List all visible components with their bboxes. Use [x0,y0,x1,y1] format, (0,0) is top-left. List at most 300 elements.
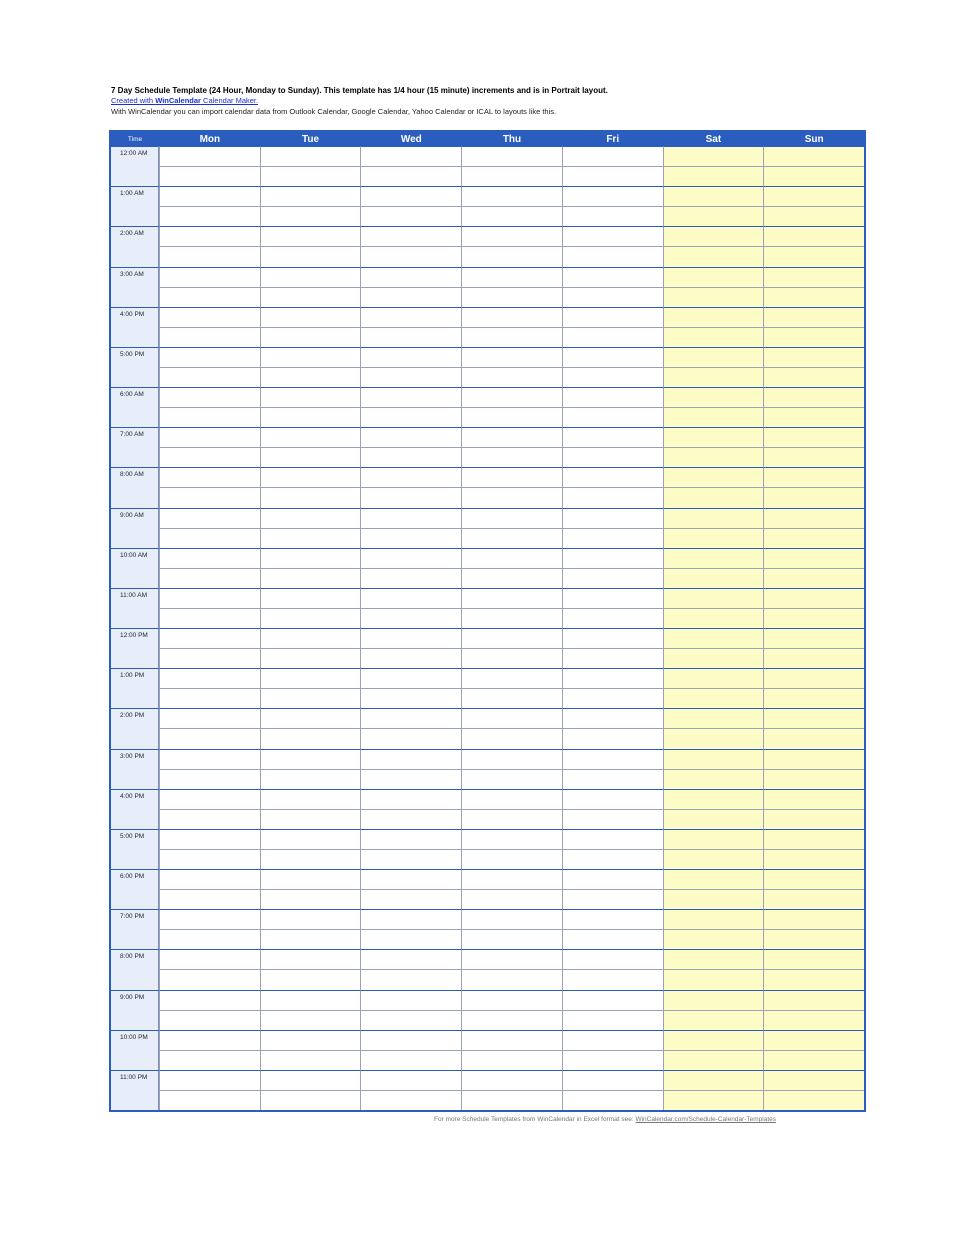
schedule-cell-thu[interactable] [461,146,562,166]
schedule-cell-tue[interactable] [260,267,361,287]
schedule-cell-sat[interactable] [663,869,764,889]
schedule-cell-sat[interactable] [663,949,764,969]
schedule-cell-mon[interactable] [159,246,260,266]
schedule-cell-mon[interactable] [159,226,260,246]
schedule-cell-fri[interactable] [562,327,663,347]
schedule-cell-sat[interactable] [663,769,764,789]
schedule-cell-fri[interactable] [562,869,663,889]
schedule-cell-wed[interactable] [360,728,461,748]
schedule-cell-sat[interactable] [663,728,764,748]
schedule-cell-wed[interactable] [360,869,461,889]
schedule-cell-wed[interactable] [360,708,461,728]
schedule-cell-mon[interactable] [159,186,260,206]
schedule-cell-wed[interactable] [360,347,461,367]
schedule-cell-sat[interactable] [663,568,764,588]
schedule-cell-wed[interactable] [360,909,461,929]
schedule-cell-tue[interactable] [260,1070,361,1090]
schedule-cell-wed[interactable] [360,1030,461,1050]
schedule-cell-fri[interactable] [562,267,663,287]
schedule-cell-tue[interactable] [260,467,361,487]
schedule-cell-wed[interactable] [360,367,461,387]
schedule-cell-fri[interactable] [562,849,663,869]
schedule-cell-sun[interactable] [763,146,864,166]
schedule-cell-tue[interactable] [260,829,361,849]
schedule-cell-wed[interactable] [360,949,461,969]
schedule-cell-tue[interactable] [260,708,361,728]
schedule-cell-sun[interactable] [763,708,864,728]
footer-link[interactable]: WinCalendar.com/Schedule-Calendar-Templates [635,1116,777,1123]
schedule-cell-fri[interactable] [562,749,663,769]
schedule-cell-sun[interactable] [763,829,864,849]
schedule-cell-wed[interactable] [360,568,461,588]
schedule-cell-fri[interactable] [562,487,663,507]
schedule-cell-fri[interactable] [562,1010,663,1030]
schedule-cell-sat[interactable] [663,267,764,287]
schedule-cell-thu[interactable] [461,1090,562,1110]
schedule-cell-mon[interactable] [159,728,260,748]
schedule-cell-wed[interactable] [360,608,461,628]
schedule-cell-thu[interactable] [461,568,562,588]
schedule-cell-mon[interactable] [159,889,260,909]
schedule-cell-sun[interactable] [763,447,864,467]
schedule-cell-sat[interactable] [663,1070,764,1090]
schedule-cell-sat[interactable] [663,648,764,668]
schedule-cell-wed[interactable] [360,206,461,226]
schedule-cell-sun[interactable] [763,949,864,969]
schedule-cell-wed[interactable] [360,809,461,829]
schedule-cell-thu[interactable] [461,588,562,608]
schedule-cell-sat[interactable] [663,969,764,989]
schedule-cell-sat[interactable] [663,487,764,507]
schedule-cell-sun[interactable] [763,749,864,769]
schedule-cell-sun[interactable] [763,789,864,809]
schedule-cell-wed[interactable] [360,1070,461,1090]
schedule-cell-thu[interactable] [461,990,562,1010]
schedule-cell-wed[interactable] [360,668,461,688]
schedule-cell-tue[interactable] [260,909,361,929]
schedule-cell-fri[interactable] [562,889,663,909]
schedule-cell-mon[interactable] [159,708,260,728]
schedule-cell-sat[interactable] [663,789,764,809]
schedule-cell-mon[interactable] [159,327,260,347]
schedule-cell-wed[interactable] [360,929,461,949]
schedule-cell-mon[interactable] [159,427,260,447]
schedule-cell-sun[interactable] [763,226,864,246]
schedule-cell-tue[interactable] [260,1090,361,1110]
schedule-cell-mon[interactable] [159,688,260,708]
schedule-cell-tue[interactable] [260,186,361,206]
schedule-cell-sun[interactable] [763,1010,864,1030]
schedule-cell-fri[interactable] [562,688,663,708]
schedule-cell-sun[interactable] [763,648,864,668]
schedule-cell-sat[interactable] [663,548,764,568]
schedule-cell-sat[interactable] [663,327,764,347]
schedule-cell-mon[interactable] [159,367,260,387]
schedule-cell-mon[interactable] [159,1090,260,1110]
schedule-cell-wed[interactable] [360,287,461,307]
schedule-cell-mon[interactable] [159,146,260,166]
schedule-cell-mon[interactable] [159,166,260,186]
schedule-cell-tue[interactable] [260,789,361,809]
schedule-cell-sun[interactable] [763,427,864,447]
schedule-cell-fri[interactable] [562,628,663,648]
schedule-cell-thu[interactable] [461,608,562,628]
schedule-cell-sat[interactable] [663,186,764,206]
schedule-cell-tue[interactable] [260,1030,361,1050]
schedule-cell-sat[interactable] [663,206,764,226]
schedule-cell-fri[interactable] [562,1030,663,1050]
schedule-cell-wed[interactable] [360,789,461,809]
schedule-cell-fri[interactable] [562,648,663,668]
schedule-cell-mon[interactable] [159,628,260,648]
schedule-cell-sat[interactable] [663,628,764,648]
schedule-cell-thu[interactable] [461,166,562,186]
schedule-cell-fri[interactable] [562,548,663,568]
schedule-cell-tue[interactable] [260,628,361,648]
schedule-cell-sun[interactable] [763,668,864,688]
schedule-cell-mon[interactable] [159,528,260,548]
schedule-cell-sun[interactable] [763,1070,864,1090]
schedule-cell-sun[interactable] [763,307,864,327]
schedule-cell-fri[interactable] [562,246,663,266]
schedule-cell-fri[interactable] [562,929,663,949]
schedule-cell-mon[interactable] [159,206,260,226]
schedule-cell-sat[interactable] [663,347,764,367]
schedule-cell-tue[interactable] [260,1010,361,1030]
schedule-cell-fri[interactable] [562,347,663,367]
schedule-cell-wed[interactable] [360,327,461,347]
schedule-cell-fri[interactable] [562,1050,663,1070]
schedule-cell-wed[interactable] [360,1010,461,1030]
schedule-cell-tue[interactable] [260,608,361,628]
schedule-cell-sun[interactable] [763,1030,864,1050]
schedule-cell-fri[interactable] [562,728,663,748]
schedule-cell-sat[interactable] [663,708,764,728]
schedule-cell-sun[interactable] [763,528,864,548]
schedule-cell-tue[interactable] [260,528,361,548]
schedule-cell-thu[interactable] [461,246,562,266]
schedule-cell-wed[interactable] [360,226,461,246]
schedule-cell-sun[interactable] [763,246,864,266]
schedule-cell-thu[interactable] [461,186,562,206]
schedule-cell-sun[interactable] [763,608,864,628]
schedule-cell-mon[interactable] [159,347,260,367]
schedule-cell-sun[interactable] [763,728,864,748]
schedule-cell-thu[interactable] [461,447,562,467]
schedule-cell-fri[interactable] [562,206,663,226]
schedule-cell-fri[interactable] [562,708,663,728]
schedule-cell-sat[interactable] [663,909,764,929]
schedule-cell-tue[interactable] [260,206,361,226]
schedule-cell-sat[interactable] [663,809,764,829]
schedule-cell-tue[interactable] [260,929,361,949]
schedule-cell-mon[interactable] [159,407,260,427]
schedule-cell-thu[interactable] [461,728,562,748]
schedule-cell-fri[interactable] [562,1070,663,1090]
schedule-cell-thu[interactable] [461,367,562,387]
schedule-cell-mon[interactable] [159,769,260,789]
schedule-cell-thu[interactable] [461,708,562,728]
schedule-cell-sat[interactable] [663,307,764,327]
schedule-cell-sun[interactable] [763,267,864,287]
schedule-cell-wed[interactable] [360,447,461,467]
schedule-cell-fri[interactable] [562,367,663,387]
schedule-cell-mon[interactable] [159,749,260,769]
schedule-cell-fri[interactable] [562,508,663,528]
schedule-cell-mon[interactable] [159,1010,260,1030]
schedule-cell-tue[interactable] [260,447,361,467]
schedule-cell-fri[interactable] [562,528,663,548]
schedule-cell-fri[interactable] [562,809,663,829]
schedule-cell-fri[interactable] [562,1090,663,1110]
schedule-cell-mon[interactable] [159,648,260,668]
schedule-cell-wed[interactable] [360,889,461,909]
schedule-cell-fri[interactable] [562,568,663,588]
schedule-cell-thu[interactable] [461,628,562,648]
schedule-cell-wed[interactable] [360,427,461,447]
schedule-cell-tue[interactable] [260,969,361,989]
schedule-cell-sat[interactable] [663,287,764,307]
schedule-cell-wed[interactable] [360,1090,461,1110]
schedule-cell-fri[interactable] [562,226,663,246]
schedule-cell-sat[interactable] [663,929,764,949]
schedule-cell-mon[interactable] [159,447,260,467]
schedule-cell-thu[interactable] [461,528,562,548]
schedule-cell-thu[interactable] [461,688,562,708]
schedule-cell-mon[interactable] [159,548,260,568]
schedule-cell-fri[interactable] [562,186,663,206]
schedule-cell-sun[interactable] [763,809,864,829]
schedule-cell-thu[interactable] [461,407,562,427]
schedule-cell-wed[interactable] [360,769,461,789]
schedule-cell-fri[interactable] [562,287,663,307]
schedule-cell-wed[interactable] [360,648,461,668]
schedule-cell-fri[interactable] [562,789,663,809]
schedule-cell-wed[interactable] [360,487,461,507]
schedule-cell-mon[interactable] [159,869,260,889]
schedule-cell-sun[interactable] [763,166,864,186]
schedule-cell-tue[interactable] [260,568,361,588]
schedule-cell-thu[interactable] [461,648,562,668]
schedule-cell-wed[interactable] [360,146,461,166]
schedule-cell-mon[interactable] [159,267,260,287]
schedule-cell-mon[interactable] [159,929,260,949]
schedule-cell-sun[interactable] [763,347,864,367]
schedule-cell-sun[interactable] [763,327,864,347]
schedule-cell-fri[interactable] [562,608,663,628]
schedule-cell-fri[interactable] [562,166,663,186]
schedule-cell-tue[interactable] [260,668,361,688]
schedule-cell-tue[interactable] [260,226,361,246]
schedule-cell-wed[interactable] [360,1050,461,1070]
schedule-cell-mon[interactable] [159,809,260,829]
schedule-cell-mon[interactable] [159,608,260,628]
schedule-cell-thu[interactable] [461,749,562,769]
schedule-cell-wed[interactable] [360,548,461,568]
schedule-cell-thu[interactable] [461,969,562,989]
schedule-cell-sun[interactable] [763,869,864,889]
schedule-cell-fri[interactable] [562,949,663,969]
schedule-cell-sat[interactable] [663,588,764,608]
schedule-cell-tue[interactable] [260,648,361,668]
schedule-cell-mon[interactable] [159,990,260,1010]
schedule-cell-sat[interactable] [663,849,764,869]
schedule-cell-thu[interactable] [461,829,562,849]
schedule-cell-mon[interactable] [159,307,260,327]
schedule-cell-tue[interactable] [260,407,361,427]
schedule-cell-mon[interactable] [159,568,260,588]
schedule-cell-thu[interactable] [461,327,562,347]
calendar-maker-link[interactable] [111,96,871,105]
schedule-cell-sun[interactable] [763,628,864,648]
schedule-cell-fri[interactable] [562,668,663,688]
schedule-cell-tue[interactable] [260,307,361,327]
schedule-cell-sat[interactable] [663,889,764,909]
schedule-cell-mon[interactable] [159,1050,260,1070]
schedule-cell-wed[interactable] [360,528,461,548]
schedule-cell-sun[interactable] [763,1090,864,1110]
schedule-cell-tue[interactable] [260,246,361,266]
schedule-cell-sat[interactable] [663,749,764,769]
schedule-cell-mon[interactable] [159,949,260,969]
schedule-cell-thu[interactable] [461,909,562,929]
schedule-cell-thu[interactable] [461,1030,562,1050]
schedule-cell-thu[interactable] [461,487,562,507]
schedule-cell-fri[interactable] [562,407,663,427]
schedule-cell-tue[interactable] [260,287,361,307]
schedule-cell-sat[interactable] [663,467,764,487]
schedule-cell-mon[interactable] [159,487,260,507]
schedule-cell-thu[interactable] [461,1070,562,1090]
schedule-cell-wed[interactable] [360,969,461,989]
schedule-cell-wed[interactable] [360,508,461,528]
schedule-cell-sun[interactable] [763,287,864,307]
schedule-cell-tue[interactable] [260,367,361,387]
schedule-cell-mon[interactable] [159,287,260,307]
schedule-cell-mon[interactable] [159,789,260,809]
schedule-cell-fri[interactable] [562,427,663,447]
schedule-cell-fri[interactable] [562,467,663,487]
schedule-cell-thu[interactable] [461,267,562,287]
schedule-cell-wed[interactable] [360,688,461,708]
schedule-cell-sun[interactable] [763,508,864,528]
schedule-cell-sat[interactable] [663,146,764,166]
schedule-cell-fri[interactable] [562,387,663,407]
schedule-cell-tue[interactable] [260,347,361,367]
schedule-cell-thu[interactable] [461,467,562,487]
schedule-cell-mon[interactable] [159,1070,260,1090]
schedule-cell-thu[interactable] [461,769,562,789]
schedule-cell-wed[interactable] [360,990,461,1010]
schedule-cell-tue[interactable] [260,146,361,166]
schedule-cell-wed[interactable] [360,467,461,487]
schedule-cell-sat[interactable] [663,668,764,688]
schedule-cell-wed[interactable] [360,166,461,186]
schedule-cell-mon[interactable] [159,508,260,528]
schedule-cell-sun[interactable] [763,588,864,608]
schedule-cell-mon[interactable] [159,467,260,487]
schedule-cell-mon[interactable] [159,969,260,989]
schedule-cell-sun[interactable] [763,367,864,387]
schedule-cell-sun[interactable] [763,929,864,949]
schedule-cell-tue[interactable] [260,749,361,769]
schedule-cell-mon[interactable] [159,1030,260,1050]
schedule-cell-fri[interactable] [562,969,663,989]
schedule-cell-sat[interactable] [663,829,764,849]
schedule-cell-tue[interactable] [260,990,361,1010]
schedule-cell-fri[interactable] [562,307,663,327]
schedule-cell-mon[interactable] [159,849,260,869]
schedule-cell-tue[interactable] [260,327,361,347]
schedule-cell-fri[interactable] [562,769,663,789]
schedule-cell-wed[interactable] [360,387,461,407]
schedule-cell-fri[interactable] [562,447,663,467]
schedule-cell-fri[interactable] [562,909,663,929]
schedule-cell-sun[interactable] [763,849,864,869]
schedule-cell-tue[interactable] [260,487,361,507]
schedule-cell-tue[interactable] [260,427,361,447]
schedule-cell-thu[interactable] [461,387,562,407]
schedule-cell-sun[interactable] [763,568,864,588]
schedule-cell-thu[interactable] [461,869,562,889]
schedule-cell-fri[interactable] [562,146,663,166]
schedule-cell-sat[interactable] [663,528,764,548]
schedule-cell-tue[interactable] [260,889,361,909]
schedule-cell-wed[interactable] [360,407,461,427]
schedule-cell-sat[interactable] [663,508,764,528]
schedule-cell-thu[interactable] [461,427,562,447]
schedule-cell-thu[interactable] [461,206,562,226]
schedule-cell-tue[interactable] [260,548,361,568]
schedule-cell-tue[interactable] [260,588,361,608]
schedule-cell-thu[interactable] [461,307,562,327]
schedule-cell-wed[interactable] [360,246,461,266]
schedule-cell-sun[interactable] [763,186,864,206]
schedule-cell-thu[interactable] [461,226,562,246]
schedule-cell-mon[interactable] [159,829,260,849]
schedule-cell-wed[interactable] [360,267,461,287]
schedule-cell-wed[interactable] [360,186,461,206]
schedule-cell-thu[interactable] [461,849,562,869]
schedule-cell-sun[interactable] [763,1050,864,1070]
schedule-cell-wed[interactable] [360,307,461,327]
schedule-cell-thu[interactable] [461,668,562,688]
schedule-cell-sat[interactable] [663,688,764,708]
schedule-cell-tue[interactable] [260,387,361,407]
schedule-cell-thu[interactable] [461,1010,562,1030]
schedule-cell-thu[interactable] [461,548,562,568]
schedule-cell-tue[interactable] [260,1050,361,1070]
schedule-cell-sat[interactable] [663,367,764,387]
schedule-cell-tue[interactable] [260,869,361,889]
schedule-cell-wed[interactable] [360,588,461,608]
schedule-cell-fri[interactable] [562,990,663,1010]
schedule-cell-fri[interactable] [562,588,663,608]
schedule-cell-sun[interactable] [763,688,864,708]
schedule-cell-sun[interactable] [763,387,864,407]
schedule-cell-sun[interactable] [763,548,864,568]
schedule-cell-thu[interactable] [461,789,562,809]
schedule-cell-sun[interactable] [763,909,864,929]
schedule-cell-thu[interactable] [461,949,562,969]
schedule-cell-sat[interactable] [663,387,764,407]
schedule-cell-sat[interactable] [663,1010,764,1030]
schedule-cell-sat[interactable] [663,166,764,186]
schedule-cell-mon[interactable] [159,387,260,407]
schedule-cell-sun[interactable] [763,487,864,507]
schedule-cell-fri[interactable] [562,829,663,849]
schedule-cell-sat[interactable] [663,1030,764,1050]
